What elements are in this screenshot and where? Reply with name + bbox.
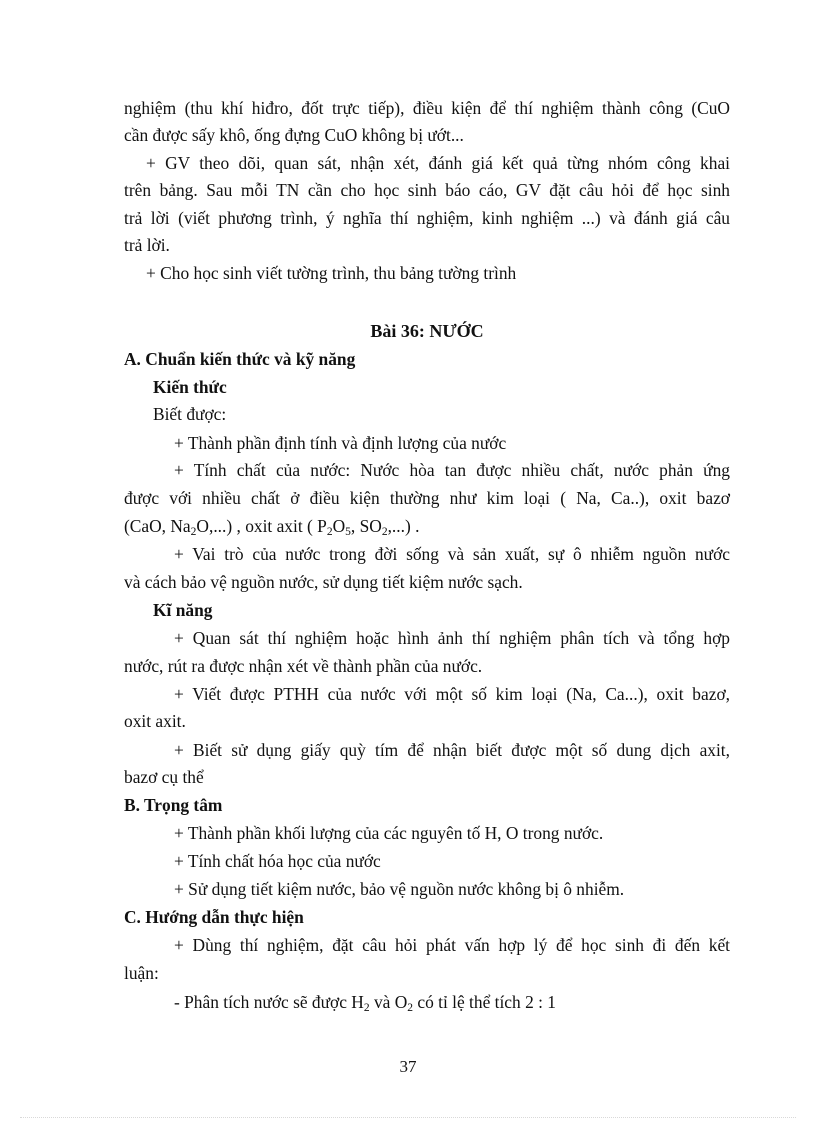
- page-number: 37: [399, 1057, 417, 1076]
- paragraph-line: bazơ cụ thể: [124, 767, 204, 787]
- formula-line: [174, 989, 730, 1016]
- subscript: 2: [363, 1002, 370, 1014]
- text-fragment: có tỉ lệ thể tích 2 : 1: [413, 992, 556, 1012]
- section-c-heading: C. Hướng dẫn thực hiện: [124, 907, 304, 927]
- paragraph-line: trả lời (viết phương trình, ý nghĩa thí nghiệm, kinh nghiệm ...) và đánh giá câu: [124, 208, 730, 228]
- paragraph-line: nước, rút ra được nhận xét về thành phần của nước.: [124, 656, 483, 676]
- text-fragment: - Phân tích nước sẽ được H: [174, 992, 364, 1012]
- bullet-line: + Tính chất của nước: Nước hòa tan được nhiều chất, nước phản ứng: [174, 460, 730, 480]
- bullet-line: + Biết sử dụng giấy quỳ tím để nhận biết được một số dung dịch axit,: [174, 740, 730, 760]
- paragraph-line: và cách bảo vệ nguồn nước, sử dụng tiết kiệm nước sạch.: [124, 572, 523, 592]
- subscript: 2: [190, 526, 197, 538]
- subscript: 2: [381, 526, 388, 538]
- bullet-line: + Dùng thí nghiệm, đặt câu hỏi phát vấn hợp lý để học sinh đi đến kết: [174, 935, 730, 955]
- subscript: 5: [345, 526, 351, 538]
- section-a-heading: A. Chuẩn kiến thức và kỹ năng: [124, 349, 356, 369]
- subheading-ki-nang: Kĩ năng: [153, 600, 213, 620]
- subscript: 2: [407, 1002, 414, 1014]
- bullet-line: + Quan sát thí nghiệm hoặc hình ảnh thí nghiệm phân tích và tổng hợp: [174, 628, 730, 648]
- section-b-heading: B. Trọng tâm: [124, 795, 223, 815]
- text-fragment: và O: [369, 992, 408, 1012]
- bullet-line: + GV theo dõi, quan sát, nhận xét, đánh giá kết quả từng nhóm công khai: [146, 153, 730, 173]
- bullet-line: + Thành phần khối lượng của các nguyên tố H, O trong nước.: [174, 823, 604, 843]
- subscript: 2: [326, 526, 333, 538]
- bullet-line: + Cho học sinh viết tường trình, thu bảng tường trình: [146, 263, 517, 283]
- text-fragment: , SO: [350, 516, 382, 536]
- bullet-line: + Tính chất hóa học của nước: [174, 851, 381, 871]
- subheading-kien-thuc: Kiến thức: [153, 377, 227, 397]
- paragraph-line: trên bảng. Sau mỗi TN cần cho học sinh báo cáo, GV đặt câu hỏi để học sinh: [124, 180, 730, 200]
- paragraph-line: luận:: [124, 963, 159, 983]
- paragraph-line: được với nhiều chất ở điều kiện thường như kim loại ( Na, Ca..), oxit bazơ: [124, 488, 730, 508]
- text-fragment: O,...) , oxit axit ( P: [196, 516, 327, 536]
- paragraph-line: Biết được:: [153, 404, 227, 424]
- page-border: [20, 1117, 796, 1118]
- formula-line: [124, 513, 730, 540]
- bullet-line: + Viết được PTHH của nước với một số kim loại (Na, Ca...), oxit bazơ,: [174, 684, 730, 704]
- lesson-title: Bài 36: NƯỚC: [370, 321, 484, 341]
- paragraph-line: trả lời.: [124, 235, 170, 255]
- bullet-line: + Sử dụng tiết kiệm nước, bảo vệ nguồn nước không bị ô nhiễm.: [174, 879, 625, 899]
- paragraph-line: oxit axit.: [124, 711, 186, 731]
- text-fragment: O: [332, 516, 346, 536]
- text-fragment: (CaO, Na: [124, 516, 191, 536]
- paragraph-line: nghiệm (thu khí hiđro, đốt trực tiếp), điều kiện để thí nghiệm thành công (CuO: [124, 98, 730, 118]
- bullet-line: + Vai trò của nước trong đời sống và sản xuất, sự ô nhiễm nguồn nước: [174, 544, 730, 564]
- paragraph-line: cần được sấy khô, ống đựng CuO không bị ướt...: [124, 125, 464, 145]
- bullet-line: + Thành phần định tính và định lượng của nước: [174, 433, 507, 453]
- text-fragment: ,...) .: [387, 516, 420, 536]
